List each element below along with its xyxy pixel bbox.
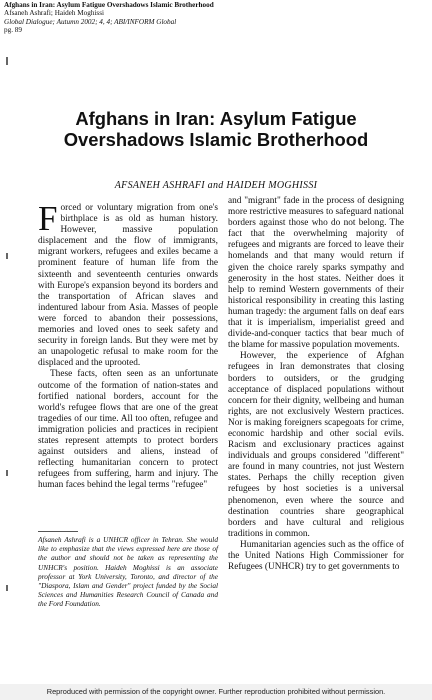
copyright-footer — [0, 684, 432, 700]
paragraph: However, the experience of Afghan refugees in Iran demonstrates that closing borders to outsiders, or the grudging acceptance of displaced populations without concern for their dignity, wellbeing and human rights, are not exclusively Western practices. Nor is making foreigners scapegoats for crime, economic hardship and other social evils. Racism and exclusionary practices against individuals and groups considered "different" are found in many countries, not just Western states. Perhaps the chilly reception given refugees by host societies is a universal phenomenon, even where the source and destination countries share geographical borders and have cultural and religious traditions in common. — [228, 351, 404, 539]
footnote-rule — [38, 531, 78, 532]
copyright-notice: Reproduced with permission of the copyright owner. Further reproduction prohibited without permission. — [46, 687, 386, 696]
author-footnote: Afsaneh Ashrafi is a UNHCR officer in Tehran. She would like to emphasize that the views expressed here are those of the author and should not be taken as representing the UNHCR's position. Haideh Moghissi is an associate professor at York University, Toronto, and director of the "Diaspora, Islam and Gender" project funded by the Social Sciences and Humanities Research Council of Canada and the Ford Foundation. — [38, 535, 218, 609]
citation-title: Afghans in Iran: Asylum Fatigue Overshadows Islamic Brotherhood — [4, 1, 214, 9]
left-column — [38, 199, 218, 491]
margin-mark — [6, 253, 8, 259]
right-column — [228, 196, 404, 573]
margin-mark — [6, 57, 8, 65]
citation-source: Global Dialogue; Autumn 2002; 4, 4; ABI/INFORM Global — [4, 17, 177, 26]
paragraph: These facts, often seen as an unfortunate outcome of the formation of nation-states and fortified national borders, account for the world's refugee flows that are one of the great tragedies of our time. All too often, refugee and immigration policies and practices in recipient states represent attempts to protect borders against outsiders and aliens, instead of reflecting humanitarian concern to protect refugees from suffering, harm and injury. The human faces behind the legal terms "refugee" — [38, 369, 218, 491]
paragraph: Humanitarian agencies such as the office of the United Nations High Commissioner for Refugees (UNHCR) try to get governments to — [228, 539, 404, 573]
article-title: Afghans in Iran: Asylum Fatigue Overshadows Islamic Brotherhood — [63, 108, 369, 150]
citation-authors: Afsaneh Ashrafi; Haideh Moghissi — [4, 9, 105, 18]
paragraph: Forced or voluntary migration from one's birthplace is as old as human history. However, massive population displacement and the flow of immigrants, migrant workers, refugees and exiles became a prominent feature of human life from the sixteenth and seventeenth centuries onwards with Europe's expansion beyond its borders and the transportation of African slaves and indentured labour from Asia. Masses of people were forced to abandon their possessions, memories and loved ones to seek safety and security in foreign lands. But they were met by an unapologetic refusal to make room for the displaced and the uprooted. — [38, 199, 218, 369]
article-byline: AFSANEH ASHRAFI and HAIDEH MOGHISSI — [114, 180, 318, 191]
citation-header — [4, 1, 424, 35]
drop-cap: F — [38, 199, 58, 238]
margin-mark — [6, 585, 8, 591]
paragraph: and "migrant" fade in the process of designing more restrictive measures to safeguard national borders against those who do not belong. The fact that the overwhelming majority of refugees and migrants are forced to leave their homelands and that many would return if given the choice rarely sparks sympathy and generosity in the host states. Neither does it help to remind Western governments of their historical responsibility in creating this lasting human tragedy: the argument falls on deaf ears that it is imperialism, imperialist greed and divide-and-conquer tactics that bear much of the blame for massive population movements. — [228, 196, 404, 351]
margin-mark — [6, 470, 8, 476]
citation-page: pg. 89 — [4, 26, 22, 35]
